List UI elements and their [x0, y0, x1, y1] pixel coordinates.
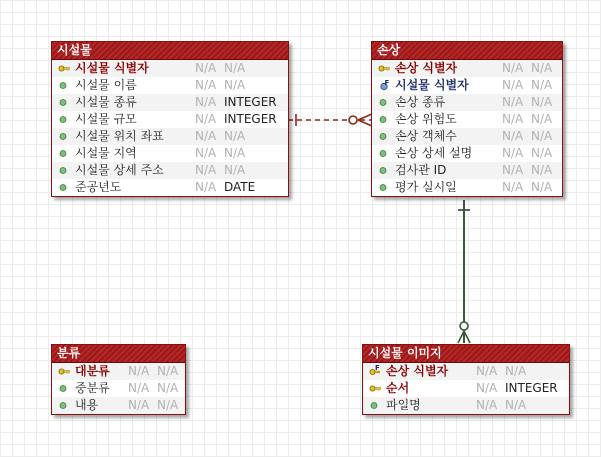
attribute-name: 중분류 [75, 381, 110, 395]
attribute-row[interactable] [372, 128, 562, 145]
attribute-type: N/A [157, 398, 179, 412]
attribute-type: N/A [224, 163, 246, 177]
attribute-name: 시설물 이름 [75, 78, 137, 92]
attribute-null: N/A [195, 78, 217, 92]
entity-title: 시설물 이미지 [363, 345, 569, 363]
attribute-name: 시설물 식별자 [75, 61, 149, 75]
attribute-type: INTEGER [505, 381, 558, 395]
entity-facility-image[interactable] [362, 344, 570, 415]
attribute-null: N/A [502, 95, 524, 109]
entity-title: 분류 [52, 345, 185, 363]
foreign-key-icon [378, 77, 390, 94]
attribute-row[interactable] [52, 179, 288, 196]
attribute-row[interactable] [372, 111, 562, 128]
attribute-null: N/A [502, 61, 524, 75]
attribute-name: 검사관 ID [395, 163, 447, 177]
attribute-name: 손상 상세 설명 [395, 146, 473, 160]
relationship-facility-damage[interactable] [288, 114, 372, 126]
attribute-type: N/A [157, 364, 179, 378]
attribute-null: N/A [128, 381, 150, 395]
attribute-null: N/A [195, 146, 217, 160]
attribute-name: 내용 [75, 398, 99, 412]
crow-foot-bottom [358, 120, 372, 126]
attribute-type: N/A [531, 146, 553, 160]
attribute-name: 시설물 지역 [75, 146, 137, 160]
dot-icon [378, 162, 390, 179]
attribute-name: 시설물 규모 [75, 112, 137, 126]
dot-icon [58, 162, 70, 179]
attribute-name: 파일명 [386, 398, 421, 412]
dot-icon [58, 380, 70, 397]
key-icon [369, 380, 381, 397]
attribute-null: N/A [502, 112, 524, 126]
attribute-row[interactable] [363, 363, 569, 380]
attribute-null: N/A [476, 381, 498, 395]
attribute-type: N/A [531, 61, 553, 75]
attribute-row[interactable] [52, 145, 288, 162]
dot-icon [58, 397, 70, 414]
attribute-row[interactable] [52, 111, 288, 128]
attribute-type: N/A [224, 61, 246, 75]
relationship-damage-image[interactable] [458, 200, 470, 343]
attribute-null: N/A [128, 364, 150, 378]
attribute-row[interactable] [372, 94, 562, 111]
attribute-null: N/A [195, 112, 217, 126]
attribute-type: INTEGER [224, 112, 277, 126]
attribute-row[interactable] [372, 162, 562, 179]
key-icon [58, 363, 70, 380]
attribute-null: N/A [195, 61, 217, 75]
attribute-null: N/A [502, 78, 524, 92]
svg-text:F: F [375, 364, 380, 372]
attribute-name: 준공년도 [75, 180, 122, 194]
attribute-row[interactable] [372, 145, 562, 162]
attribute-name: 시설물 위치 좌표 [75, 129, 164, 143]
dot-icon [378, 128, 390, 145]
attribute-name: 시설물 식별자 [395, 78, 469, 92]
attribute-name: 손상 객체수 [395, 129, 457, 143]
attribute-type: N/A [531, 163, 553, 177]
attribute-name: 시설물 상세 주소 [75, 163, 164, 177]
entity-classification[interactable] [51, 344, 186, 415]
dot-icon [58, 179, 70, 196]
attribute-list [363, 363, 569, 414]
attribute-list [52, 363, 185, 414]
key-icon [58, 60, 70, 77]
attribute-row[interactable] [372, 60, 562, 77]
attribute-row[interactable] [52, 397, 185, 414]
dot-icon [58, 145, 70, 162]
attribute-row[interactable] [372, 77, 562, 94]
attribute-type: N/A [505, 364, 527, 378]
attribute-null: N/A [502, 163, 524, 177]
dot-icon [58, 77, 70, 94]
attribute-type: DATE [224, 180, 256, 194]
attribute-name: 대분류 [75, 364, 110, 378]
svg-text:F: F [384, 79, 390, 87]
attribute-row[interactable] [52, 380, 185, 397]
attribute-null: N/A [128, 398, 150, 412]
attribute-null: N/A [195, 129, 217, 143]
attribute-list [52, 60, 288, 196]
dot-icon [369, 397, 381, 414]
zero-marker [460, 322, 468, 330]
attribute-row[interactable] [363, 397, 569, 414]
attribute-type: N/A [531, 78, 553, 92]
attribute-type: N/A [531, 95, 553, 109]
attribute-null: N/A [502, 180, 524, 194]
entity-facility[interactable] [51, 41, 289, 197]
entity-title: 손상 [372, 42, 562, 60]
attribute-name: 시설물 종류 [75, 95, 137, 109]
attribute-row[interactable] [52, 60, 288, 77]
attribute-null: N/A [476, 398, 498, 412]
attribute-null: N/A [502, 129, 524, 143]
attribute-type: N/A [531, 129, 553, 143]
entity-title: 시설물 [52, 42, 288, 60]
attribute-null: N/A [502, 146, 524, 160]
attribute-name: 평가 실시일 [395, 180, 457, 194]
attribute-type: N/A [531, 180, 553, 194]
attribute-type: N/A [224, 129, 246, 143]
attribute-null: N/A [195, 163, 217, 177]
attribute-type: N/A [531, 112, 553, 126]
attribute-type: N/A [505, 398, 527, 412]
dot-icon [378, 94, 390, 111]
dot-icon [58, 94, 70, 111]
attribute-name: 손상 종류 [395, 95, 446, 109]
attribute-row[interactable] [52, 77, 288, 94]
crow-foot-top [358, 114, 372, 120]
attribute-row[interactable] [363, 380, 569, 397]
attribute-type: INTEGER [224, 95, 277, 109]
dot-icon [58, 128, 70, 145]
attribute-name: 손상 위험도 [395, 112, 457, 126]
dot-icon [378, 145, 390, 162]
dot-icon [378, 179, 390, 196]
attribute-type: N/A [224, 146, 246, 160]
attribute-name: 손상 식별자 [395, 61, 458, 75]
attribute-type: N/A [224, 78, 246, 92]
attribute-list [372, 60, 562, 196]
attribute-null: N/A [195, 180, 217, 194]
attribute-type: N/A [157, 381, 179, 395]
attribute-row[interactable] [52, 128, 288, 145]
dot-icon [58, 111, 70, 128]
attribute-row[interactable] [52, 162, 288, 179]
attribute-name: 손상 식별자 [386, 364, 449, 378]
attribute-null: N/A [195, 95, 217, 109]
attribute-row[interactable] [52, 363, 185, 380]
attribute-name: 순서 [386, 381, 410, 395]
attribute-row[interactable] [372, 179, 562, 196]
foreign-primary-key-icon [369, 363, 381, 380]
zero-marker [349, 116, 357, 124]
attribute-row[interactable] [52, 94, 288, 111]
entity-damage[interactable] [371, 41, 563, 197]
dot-icon [378, 111, 390, 128]
attribute-null: N/A [476, 364, 498, 378]
key-icon [378, 60, 390, 77]
